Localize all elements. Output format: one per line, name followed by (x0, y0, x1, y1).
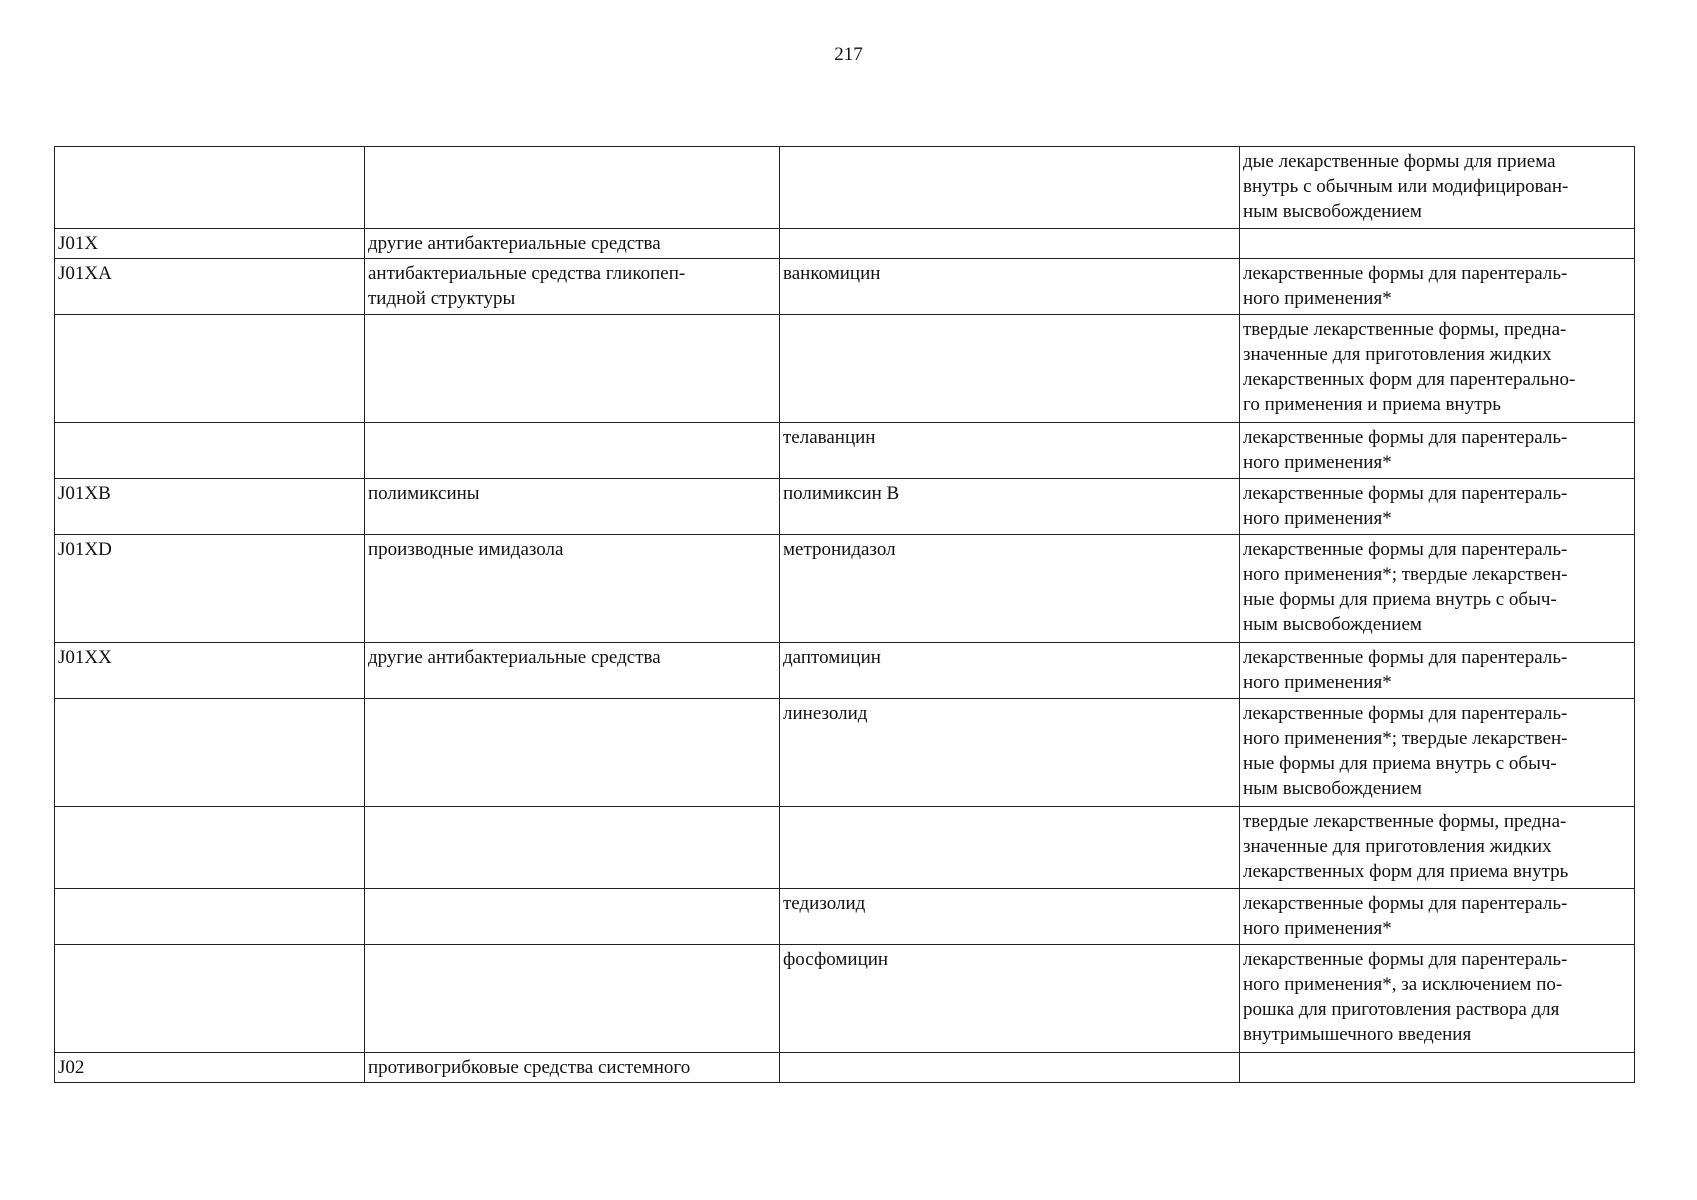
group-cell (365, 945, 780, 1053)
form-cell (1240, 699, 1635, 807)
atc-code-cell (55, 229, 365, 259)
form-cell (1240, 945, 1635, 1053)
table-row (55, 479, 1635, 535)
table-row (55, 229, 1635, 259)
atc-code-cell (55, 423, 365, 479)
form-cell (1240, 535, 1635, 643)
atc-code-cell (55, 315, 365, 423)
atc-code-cell (55, 945, 365, 1053)
dosage-form: твердые лекарственные формы, предна- значенные для приготовления жидких лекарственных форм для приема внутрь (1243, 811, 1569, 882)
drug-cell (780, 259, 1240, 315)
dosage-form: лекарственные формы для парентераль- ного применения* (1243, 647, 1568, 693)
page-number: 217 (834, 44, 863, 65)
table-row (55, 889, 1635, 945)
atc-code-cell (55, 535, 365, 643)
atc-code: J02 (58, 1057, 85, 1078)
atc-code-cell (55, 1053, 365, 1083)
group-cell (365, 1053, 780, 1083)
table-row (55, 423, 1635, 479)
atc-code-cell (55, 147, 365, 229)
group-name: другие антибактериальные средства (368, 233, 661, 254)
group-cell (365, 889, 780, 945)
form-cell (1240, 423, 1635, 479)
group-cell (365, 315, 780, 423)
table-row (55, 945, 1635, 1053)
dosage-form: лекарственные формы для парентераль- ного применения*; твердые лекарствен- ные формы для приема внутрь с обыч- ным высвобождением (1243, 703, 1568, 799)
medication-table (54, 146, 1635, 1083)
group-cell (365, 259, 780, 315)
table-row (55, 315, 1635, 423)
atc-code-cell (55, 889, 365, 945)
atc-code-cell (55, 699, 365, 807)
dosage-form: лекарственные формы для парентераль- ного применения*, за исключением по- рошка для приготовления раствора для внутримышечного введения (1243, 949, 1568, 1045)
atc-code: J01XA (58, 263, 112, 284)
form-cell (1240, 807, 1635, 889)
group-cell (365, 643, 780, 699)
atc-code: J01XD (58, 539, 112, 560)
dosage-form: дые лекарственные формы для приема внутрь с обычным или модифицирован- ным высвобождением (1243, 151, 1569, 222)
dosage-form: твердые лекарственные формы, предна- значенные для приготовления жидких лекарственных форм для парентерально- го применения и приема внутрь (1243, 319, 1576, 415)
drug-cell (780, 423, 1240, 479)
atc-code-cell (55, 259, 365, 315)
drug-cell (780, 889, 1240, 945)
form-cell (1240, 1053, 1635, 1083)
drug-cell (780, 147, 1240, 229)
form-cell (1240, 229, 1635, 259)
drug-cell (780, 229, 1240, 259)
atc-code: J01XB (58, 483, 111, 504)
drug-name: линезолид (783, 703, 868, 724)
dosage-form: лекарственные формы для парентераль- ного применения* (1243, 427, 1568, 473)
group-cell (365, 147, 780, 229)
drug-name: метронидазол (783, 539, 896, 560)
atc-code-cell (55, 807, 365, 889)
drug-cell (780, 315, 1240, 423)
table-row (55, 1053, 1635, 1083)
drug-cell (780, 1053, 1240, 1083)
drug-cell (780, 699, 1240, 807)
table-row (55, 807, 1635, 889)
group-name: полимиксины (368, 483, 480, 504)
atc-code: J01XX (58, 647, 112, 668)
form-cell (1240, 147, 1635, 229)
group-name: антибактериальные средства гликопеп- тидной структуры (368, 263, 686, 309)
group-cell (365, 229, 780, 259)
group-cell (365, 807, 780, 889)
form-cell (1240, 479, 1635, 535)
drug-name: тедизолид (783, 893, 866, 914)
drug-cell (780, 945, 1240, 1053)
group-cell (365, 423, 780, 479)
drug-cell (780, 807, 1240, 889)
group-cell (365, 699, 780, 807)
drug-name: ванкомицин (783, 263, 881, 284)
drug-cell (780, 643, 1240, 699)
drug-name: даптомицин (783, 647, 881, 668)
dosage-form: лекарственные формы для парентераль- ного применения* (1243, 893, 1568, 939)
group-name: другие антибактериальные средства (368, 647, 661, 668)
form-cell (1240, 889, 1635, 945)
atc-code: J01X (58, 233, 99, 254)
group-name: противогрибковые средства системного (368, 1057, 691, 1078)
form-cell (1240, 259, 1635, 315)
form-cell (1240, 315, 1635, 423)
table-row (55, 147, 1635, 229)
drug-name: фосфомицин (783, 949, 889, 970)
table-row (55, 643, 1635, 699)
drug-name: полимиксин В (783, 483, 900, 504)
dosage-form: лекарственные формы для парентераль- ного применения*; твердые лекарствен- ные формы для приема внутрь с обыч- ным высвобождением (1243, 539, 1568, 635)
atc-code-cell (55, 643, 365, 699)
drug-cell (780, 535, 1240, 643)
atc-code-cell (55, 479, 365, 535)
group-cell (365, 479, 780, 535)
table-row (55, 699, 1635, 807)
table-row (55, 259, 1635, 315)
table-row (55, 535, 1635, 643)
group-cell (365, 535, 780, 643)
dosage-form: лекарственные формы для парентераль- ного применения* (1243, 483, 1568, 529)
form-cell (1240, 643, 1635, 699)
drug-cell (780, 479, 1240, 535)
group-name: производные имидазола (368, 539, 564, 560)
dosage-form: лекарственные формы для парентераль- ного применения* (1243, 263, 1568, 309)
drug-name: телаванцин (783, 427, 876, 448)
